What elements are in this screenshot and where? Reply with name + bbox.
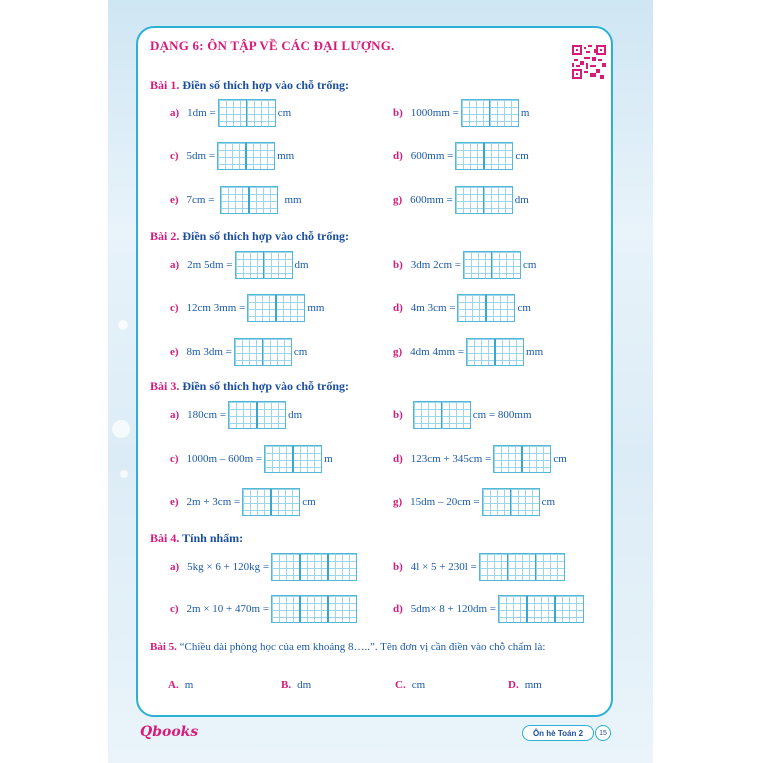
question-3d	[393, 444, 567, 474]
answer-grid[interactable]	[217, 142, 275, 170]
question-text: 2m × 10 + 470m =	[186, 603, 270, 615]
exercise-3-heading	[150, 379, 349, 394]
answer-option-a[interactable]	[168, 679, 193, 691]
question-1a	[170, 98, 291, 128]
answer-grid[interactable]	[235, 251, 293, 279]
unit-label: m	[324, 453, 333, 465]
unit-label: m	[520, 107, 530, 119]
question-1c	[170, 141, 294, 171]
exercise-1-heading	[150, 78, 349, 93]
unit-label: cm	[517, 302, 531, 314]
question-label: d)	[393, 150, 403, 162]
unit-label: mm	[284, 194, 302, 206]
exercise-instruction: Điền số thích hợp vào chỗ trống:	[179, 379, 350, 393]
question-3c	[170, 444, 333, 474]
answer-grid[interactable]	[463, 251, 521, 279]
exercise-label: Bài 4.	[150, 531, 180, 545]
answer-grid[interactable]	[264, 445, 322, 473]
answer-grid[interactable]	[466, 338, 524, 366]
question-label: g)	[393, 496, 403, 508]
question-text: 5dm =	[186, 150, 216, 162]
unit-label: dm	[288, 409, 303, 421]
question-text: 123cm + 345cm =	[410, 453, 492, 465]
question-2c	[170, 293, 324, 323]
qr-code-icon	[572, 45, 606, 79]
option-value: mm	[524, 679, 542, 691]
question-3g	[393, 487, 555, 517]
unit-label: mm	[526, 346, 544, 358]
answer-grid[interactable]	[218, 99, 276, 127]
question-text: 8m 3dm =	[186, 346, 232, 358]
question-text: 180cm =	[187, 409, 227, 421]
question-label: c)	[170, 453, 179, 465]
answer-grid[interactable]	[234, 338, 292, 366]
unit-label: cm	[277, 107, 292, 119]
decor-bubble	[120, 470, 128, 478]
page-title: DẠNG 6: ÔN TẬP VỀ CÁC ĐẠI LƯỢNG.	[150, 38, 395, 53]
unit-label: cm	[541, 496, 556, 508]
question-text: 7cm =	[186, 194, 215, 206]
answer-grid[interactable]	[498, 595, 584, 623]
option-key: B.	[281, 679, 292, 691]
answer-grid[interactable]	[413, 401, 471, 429]
unit-label: cm	[553, 453, 567, 465]
exercise-2-heading	[150, 229, 349, 244]
question-text: 600mm =	[410, 150, 454, 162]
unit-label: mm	[307, 302, 325, 314]
answer-option-c[interactable]	[395, 679, 425, 691]
exercise-instruction: Điền số thích hợp vào chỗ trống:	[179, 229, 350, 243]
question-text: 1000m – 600m =	[186, 453, 263, 465]
answer-grid[interactable]	[479, 553, 565, 581]
decor-bubble	[118, 320, 128, 330]
question-label: e)	[170, 496, 179, 508]
question-label: a)	[170, 259, 180, 271]
question-text: 12cm 3mm =	[186, 302, 246, 314]
exercise-label: Bài 1.	[150, 78, 180, 92]
question-4b	[393, 552, 567, 582]
question-2d	[393, 293, 531, 323]
question-label: a)	[170, 561, 180, 573]
answer-grid[interactable]	[461, 99, 519, 127]
question-text: 2m + 3cm =	[186, 496, 241, 508]
question-label: b)	[393, 107, 403, 119]
question-2e	[170, 337, 307, 367]
answer-grid[interactable]	[247, 294, 305, 322]
question-2b	[393, 250, 536, 280]
unit-label: mm	[277, 150, 295, 162]
question-2a	[170, 250, 309, 280]
question-label: g)	[393, 194, 403, 206]
answer-option-b[interactable]	[281, 679, 311, 691]
question-label: g)	[393, 346, 403, 358]
exercise-instruction: Tính nhẩm:	[179, 531, 244, 545]
unit-label: cm	[522, 259, 537, 271]
question-label: a)	[170, 107, 180, 119]
question-label: d)	[393, 302, 403, 314]
exercise-instruction: Điền số thích hợp vào chỗ trống:	[179, 78, 350, 92]
question-text: 5kg × 6 + 120kg =	[187, 561, 270, 573]
unit-label: cm	[302, 496, 316, 508]
unit-label: cm = 800mm	[472, 409, 532, 421]
question-text: 2m 5dm =	[187, 259, 233, 271]
question-label: a)	[170, 409, 180, 421]
question-text: 600mm =	[410, 194, 453, 206]
answer-grid[interactable]	[228, 401, 286, 429]
exercise-label: Bài 2.	[150, 229, 180, 243]
book-title-pill: Ôn hè Toán 2	[522, 725, 594, 741]
answer-grid[interactable]	[271, 553, 357, 581]
question-text: 4m 3cm =	[410, 302, 456, 314]
answer-grid[interactable]	[242, 488, 300, 516]
question-3a	[170, 400, 302, 430]
decor-bubble	[112, 420, 130, 438]
question-4c	[170, 594, 359, 624]
question-label: c)	[170, 302, 179, 314]
question-2g	[393, 337, 543, 367]
question-1d	[393, 141, 529, 171]
exercise-label: Bài 5.	[150, 641, 177, 653]
exercise-label: Bài 3.	[150, 379, 180, 393]
publisher-logo: Qbooks	[140, 724, 199, 740]
unit-label: cm	[293, 346, 308, 358]
exercise-5	[150, 637, 590, 657]
question-text: 4dm 4mm =	[410, 346, 465, 358]
question-3b	[393, 400, 532, 430]
question-label: d)	[393, 453, 403, 465]
unit-label: cm	[515, 150, 529, 162]
question-label: b)	[393, 409, 403, 421]
question-text: 15dm – 20cm =	[410, 496, 480, 508]
question-label: b)	[393, 259, 403, 271]
question-3e	[170, 487, 316, 517]
question-label: c)	[170, 150, 179, 162]
question-text: 4l × 5 + 230l =	[410, 561, 477, 573]
question-text: 1dm =	[187, 107, 216, 119]
exercise-question: “Chiều dài phòng học của em khoảng 8…..”. Tên đơn vị cần điền vào chỗ chấm là:	[176, 641, 546, 653]
question-4a	[170, 552, 359, 582]
question-label: d)	[393, 603, 403, 615]
answer-grid[interactable]	[455, 142, 513, 170]
question-1b	[393, 98, 529, 128]
option-key: D.	[508, 679, 519, 691]
answer-grid[interactable]	[271, 595, 357, 623]
answer-grid[interactable]	[457, 294, 515, 322]
question-text: 3dm 2cm =	[410, 259, 461, 271]
option-key: A.	[168, 679, 179, 691]
exercise-4-heading	[150, 531, 243, 546]
question-label: e)	[170, 194, 179, 206]
answer-grid[interactable]	[455, 186, 513, 214]
question-label: e)	[170, 346, 179, 358]
page-number: 15	[595, 725, 611, 741]
answer-grid[interactable]	[493, 445, 551, 473]
unit-label: dm	[514, 194, 529, 206]
question-label: b)	[393, 561, 403, 573]
option-value: cm	[411, 679, 426, 691]
question-text: 1000mm =	[410, 107, 459, 119]
option-value: dm	[297, 679, 312, 691]
answer-grid[interactable]	[220, 186, 278, 214]
unit-label: dm	[294, 259, 309, 271]
option-key: C.	[395, 679, 406, 691]
question-label: c)	[170, 603, 179, 615]
question-text: 5dm× 8 + 120dm =	[410, 603, 497, 615]
answer-option-d[interactable]	[508, 679, 542, 691]
question-4d	[393, 594, 586, 624]
option-value: m	[184, 679, 194, 691]
question-1g	[393, 185, 529, 215]
question-1e	[170, 185, 302, 215]
answer-grid[interactable]	[482, 488, 540, 516]
